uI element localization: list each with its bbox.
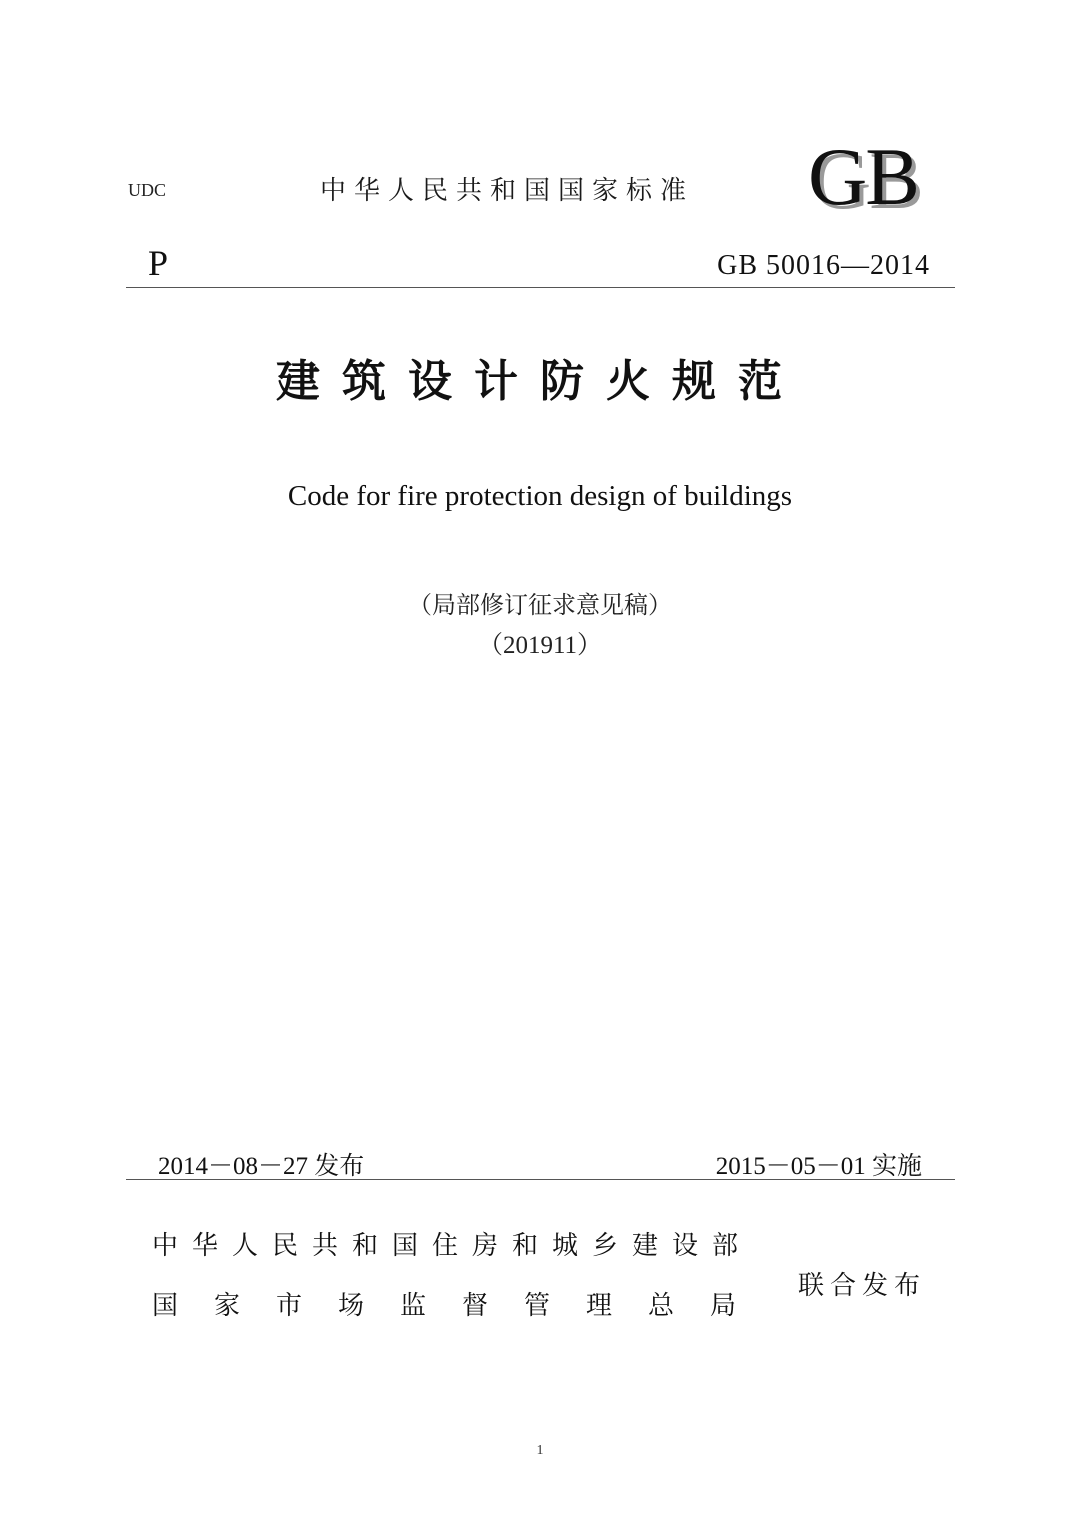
- national-standard-label: 中华人民共和国国家标准: [320, 176, 695, 206]
- joint-issue-label: 联合发布: [798, 1271, 927, 1301]
- issuer-administration: 国家市场监督管理总局: [152, 1291, 773, 1321]
- issue-date: 2014－08－27 发布: [158, 1153, 365, 1180]
- standard-number: GB 50016—2014: [717, 250, 930, 281]
- effective-date: 2015－05－01 实施: [715, 1153, 922, 1180]
- category-code: P: [148, 243, 169, 283]
- title-english: Code for fire protection design of buildings: [287, 480, 793, 512]
- gb-logo: GB: [808, 131, 918, 222]
- title-chinese: 建筑设计防火规范: [276, 356, 804, 407]
- top-divider: [126, 287, 955, 288]
- draft-date: （201911）: [477, 632, 603, 659]
- page-number: 1: [536, 1443, 544, 1458]
- draft-note: （局部修订征求意见稿）: [408, 591, 672, 619]
- udc-label: UDC: [128, 180, 167, 200]
- bottom-divider: [126, 1179, 955, 1180]
- issuer-ministry: 中华人民共和国住房和城乡建设部: [152, 1231, 753, 1261]
